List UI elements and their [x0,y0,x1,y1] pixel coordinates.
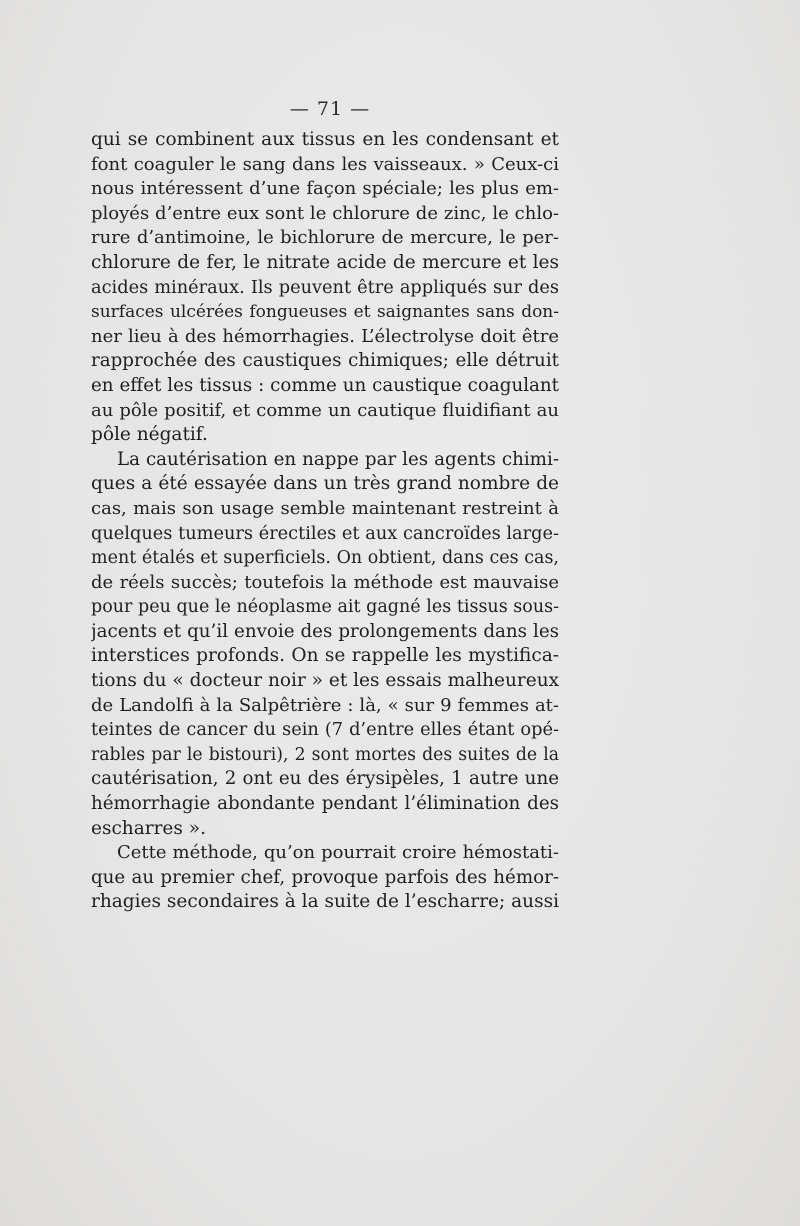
text-line: tions du « docteur noir » et les essais malheureux [91,670,559,692]
body-text [91,128,559,915]
page-number: — 71 — [289,98,371,120]
text-line: qui se combinent aux tissus en les condensant et [91,129,559,150]
text-line: chlorure de fer, le nitrate acide de mercure et les [91,251,559,273]
text-line: La cautérisation en nappe par les agents chimi- [117,448,559,470]
text-line: en effet les tissus : comme un caustique coagulant [91,374,559,396]
text-line: interstices profonds. On se rappelle les mystifica- [91,645,559,667]
text-line: Cette méthode, qu’on pourrait croire hémostati- [117,842,559,864]
text-line: de Landolfi à la Salpêtrière : là, « sur 9 femmes at- [91,694,559,716]
text-line: rapprochée des caustiques chimiques; elle détruit [91,350,559,372]
text-line: rhagies secondaires à la suite de l’escharre; aussi [91,891,559,913]
text-line: de réels succès; toutefois la méthode est mauvaise [91,571,559,593]
text-line: pôle négatif. [91,424,208,446]
text-line: acides minéraux. Ils peuvent être appliqués sur des [91,277,559,298]
text-line: ques a été essayée dans un très grand nombre de [91,473,559,495]
text-line: font coaguler le sang dans les vaisseaux. » Ceux-ci [91,153,559,175]
text-line: nous intéressent d’une façon spéciale; les plus em- [91,178,559,200]
text-line: rables par le bistouri), 2 sont mortes des suites de la [91,744,559,765]
text-line: cas, mais son usage semble maintenant restreint à [91,497,559,519]
text-line: que au premier chef, provoque parfois des hémor- [91,866,559,888]
text-line: jacents et qu’il envoie des prolongements dans les [91,620,559,642]
text-line: hémorrhagie abondante pendant l’élimination des [91,793,559,815]
text-line: teintes de cancer du sein (7 d’entre elles étant opé- [91,720,559,741]
text-line: au pôle positif, et comme un cautique fluidifiant au [91,399,559,421]
text-line: quelques tumeurs érectiles et aux cancroïdes large- [91,523,559,544]
text-line: pour peu que le néoplasme ait gagné les tissus sous- [91,597,559,618]
text-line: surfaces ulcérées fongueuses et saignantes sans don- [91,302,559,323]
text-line: ner lieu à des hémorrhagies. L’électrolyse doit être [91,325,559,347]
text-line: ployés d’entre eux sont le chlorure de zinc, le chlo- [91,202,559,224]
text-line: ment étalés et superficiels. On obtient, dans ces cas, [91,548,559,569]
text-line: cautérisation, 2 ont eu des érysipèles, 1 autre une [91,768,559,790]
text-line: escharres ». [91,817,206,839]
text-line: rure d’antimoine, le bichlorure de mercure, le per- [91,227,559,249]
